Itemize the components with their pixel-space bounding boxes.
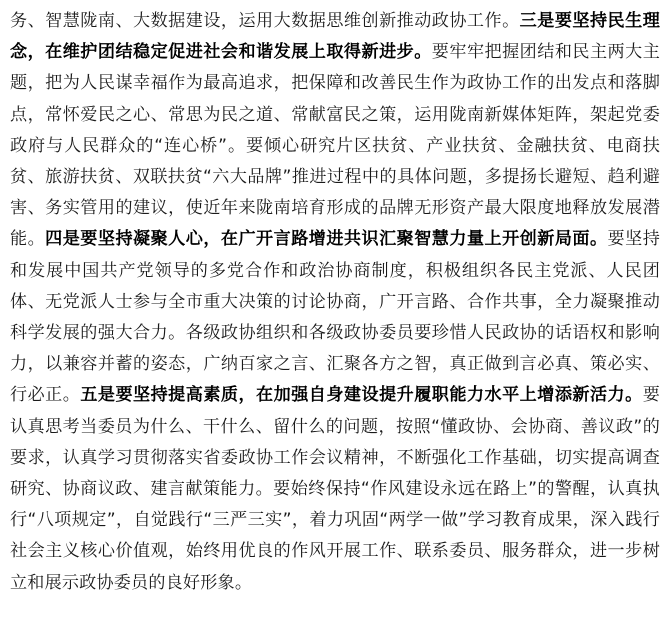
emphasized-text-run: 三是要坚持民生理念，在维护团结稳定促进社会和谐发展上取得新进步。 <box>10 11 660 63</box>
text-run: 务、智慧陇南、大数据建设，运用大数据思维创新推动政协工作。 <box>10 11 520 31</box>
text-run: 要认真思考当委员为什么、干什么、留什么的问题，按照“懂政协、会协商、善议政”的要求，认真学习贯彻落实省委政协工作会议精神，不断强化工作基础，切实提高调查研究、协商议政、建言献策能力。要始终保持“作风建设永远在路上”的警醒，认真执行“八项规定”，自觉践行“三严三实”，着力巩固“两学一做”学习教育成果，深入践行社会主义核心价值观，始终用优良的作风开展工作、联系委员、服务群众，进一步树立和展示政协委员的良好形象。 <box>10 385 660 593</box>
emphasized-text-run: 五是要坚持提高素质，在加强自身建设提升履职能力水平上增添新活力。 <box>80 385 643 406</box>
document-paragraph <box>10 6 660 599</box>
emphasized-text-run: 四是要坚持凝聚人心，在广开言路增进共识汇聚智慧力量上开创新局面。 <box>45 229 608 250</box>
document-text-body <box>10 6 660 599</box>
text-run: 要坚持和发展中国共产党领导的多党合作和政治协商制度，积极组织各民主党派、人民团体、无党派人士参与全市重大决策的讨论协商，广开言路、合作共事，全力凝聚推动科学发展的强大合力。各级政协组织和各级政协委员要珍惜人民政协的话语权和影响力，以兼容并蓄的姿态，广纳百家之言、汇聚各方之智，真正做到言必真、策必实、行必正。 <box>10 229 660 406</box>
text-run: 要牢牢把握团结和民主两大主题，把为人民谋幸福作为最高追求，把保障和改善民生作为政协工作的出发点和落脚点，常怀爱民之心、常思为民之道、常献富民之策，运用陇南新媒体矩阵，架起党委政府与人民群众的“连心桥”。要倾心研究片区扶贫、产业扶贫、金融扶贫、电商扶贫、旅游扶贫、双联扶贫“六大品牌”推进过程中的具体问题，多提扬长避短、趋利避害、务实管用的建议，使近年来陇南培育形成的品牌无形资产最大限度地释放发展潜能。 <box>10 42 660 250</box>
